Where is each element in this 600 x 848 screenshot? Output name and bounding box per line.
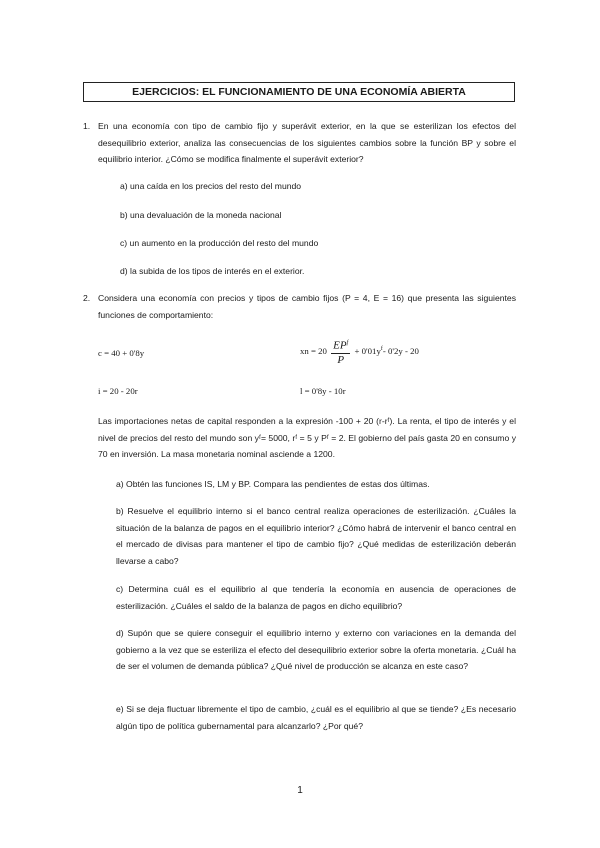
xn-fraction (331, 337, 350, 367)
q1-number: 1. (83, 121, 91, 131)
q2-intro: Considera una economía con precios y tipos de cambio fijos (P = 4, E = 16) que presenta las siguientes funciones de comportamiento: (98, 293, 516, 320)
q1-item-a: a) una caída en los precios del resto del mundo (120, 181, 302, 191)
q2-part-e: e) Si se deja fluctuar libremente el tipo de cambio, ¿cuál es el equilibrio al que se tiende? ¿Es necesario algún tipo de política gubernamental para alcanzarlo? ¿Por qué? (116, 704, 516, 731)
q2-part-a: a) Obtén las funciones IS, LM y BP. Compara las pendientes de estas dos últimas. (116, 479, 430, 489)
q1-item-b: b) una devaluación de la moneda nacional (120, 210, 282, 220)
equation-net-exports (300, 337, 419, 367)
xn-tail: - 0'2y - 20 (382, 345, 419, 356)
equation-consumption: c = 40 + 0'8y (98, 348, 145, 358)
xn-right-sup: f (380, 345, 383, 352)
q2-part-d: d) Supón que se quiere conseguir el equilibrio interno y externo con variaciones en la demanda del gobierno a la vez que se esteriliza el efecto del desequilibrio exterior sobre la oferta monetaria. ¿Cuál ha de ser el volumen de demanda pública? ¿Qué nivel de producción se alcanza en este caso? (116, 628, 516, 671)
xn-left: xn = 20 (300, 345, 327, 356)
equation-money-demand: l = 0'8y - 10r (300, 386, 346, 396)
q1-item-d: d) la subida de los tipos de interés en el exterior. (120, 266, 305, 276)
title-box (83, 82, 515, 102)
xn-right: + 0'01y (354, 345, 381, 356)
equation-investment: i = 20 - 20r (98, 386, 138, 396)
xn-denominator: P (337, 353, 345, 366)
page-title: EJERCICIOS: EL FUNCIONAMIENTO DE UNA ECONOMÍA ABIERTA (132, 86, 466, 98)
q1-item-c: c) un aumento en la producción del resto del mundo (120, 238, 319, 248)
xn-numerator: EP (333, 339, 347, 352)
q2-context: Las importaciones netas de capital responden a la expresión -100 + 20 (r-rᶠ). La renta, el tipo de interés y el nivel de precios del resto del mundo son yᶠ= 5000, rᶠ = 5 y Pᶠ = 2. El gobierno del país gasta 20 en consumo y 70 en inversión. La masa monetaria nominal asciende a 1200. (98, 416, 516, 459)
q2-number: 2. (83, 293, 91, 303)
q2-part-c: c) Determina cuál es el equilibrio al que tendería la economía en ausencia de operaciones de esterilización. ¿Cuáles el saldo de la balanza de pagos en dicho equilibrio? (116, 584, 516, 611)
xn-numerator-sup: f (346, 340, 349, 346)
q2-part-b: b) Resuelve el equilibrio interno si el banco central realiza operaciones de esterilización. ¿Cuáles la situación de la balanza de pagos en el equilibrio interior? ¿Cómo habrá de intervenir el banco central en el mercado de divisas para mantener el tipo de cambio fijo? ¿Qué medidas de esterilización deberán llevarse a cabo? (116, 506, 516, 566)
q1-text: En una economía con tipo de cambio fijo y superávit exterior, en la que se esterilizan los efectos del desequilibrio exterior, analiza las consecuencias de los siguientes cambios sobre la función BP y sobre el equilibrio interior. ¿Cómo se modifica finalmente el superávit exterior? (98, 121, 516, 164)
page-number: 1 (297, 785, 303, 796)
